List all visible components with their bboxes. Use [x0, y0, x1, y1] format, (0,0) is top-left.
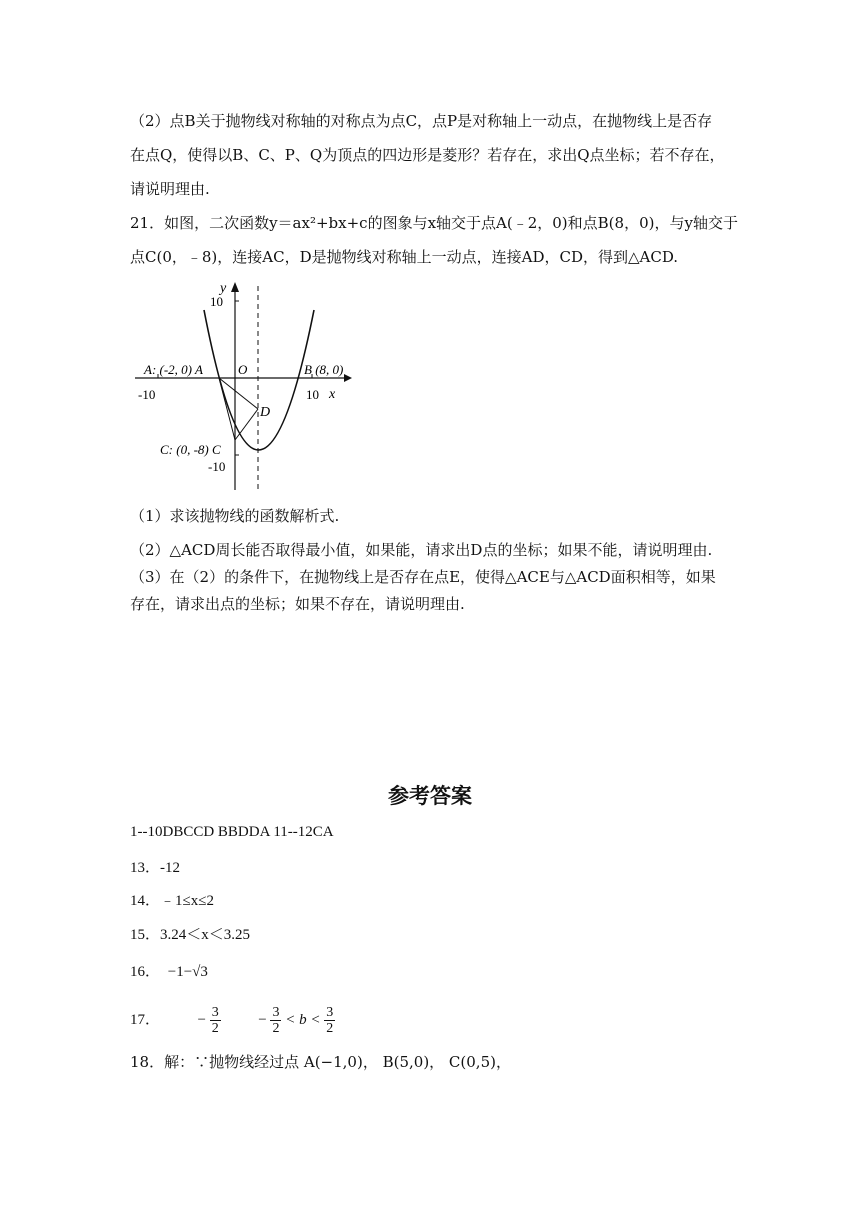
q21-line1: 21．如图，二次函数y＝ax²+bx+c的图象与x轴交于点A(﹣2，0)和点B(8，0)，与y轴交于 — [130, 214, 738, 232]
answer-17-ineq-mid: < b < — [285, 1012, 325, 1028]
x-axis-label: x — [329, 387, 336, 402]
x-left-tick: -10 — [138, 387, 156, 402]
y-top-tick: 10 — [210, 294, 223, 309]
q21-part3-line1: （3）在（2）的条件下，在抛物线上是否存在点E，使得△ACE与△ACD面积相等，如果 — [130, 568, 716, 586]
label-A: A: (-2, 0) A — [144, 362, 203, 377]
label-D: D — [260, 405, 271, 420]
q20-part2-line3: 请说明理由. — [130, 180, 210, 198]
answer-17-fraction-2: $\frac{3}{2}$ — [272, 1005, 280, 1037]
label-B: B (8, 0) — [304, 362, 344, 377]
answer-14: 14．﹣1≤x≤2 — [130, 893, 214, 909]
answer-18: 18．解：∵抛物线经过点 A(−1,0)， B(5,0)， C(0,5)， — [130, 1053, 511, 1071]
answer-17-fraction-3: $\frac{3}{2}$ — [326, 1005, 334, 1037]
answer-16-prefix: 16． — [130, 964, 161, 980]
answer-13: 13．-12 — [130, 860, 180, 876]
parabola-curve — [204, 310, 314, 450]
answer-16-value: −1−√3 — [167, 964, 208, 980]
q21-part3-line2: 存在，请求出点的坐标；如果不存在，请说明理由. — [130, 595, 465, 613]
answer-1-12: 1--10DBCCD BBDDA 11--12CA — [130, 824, 334, 840]
answer-15: 15．3.24＜x＜3.25 — [130, 927, 251, 943]
y-bottom-tick: -10 — [208, 459, 226, 474]
answer-17-ineq-left-sign: − — [258, 1012, 267, 1028]
segment-AC — [219, 378, 235, 440]
x-right-tick: 10 — [306, 387, 319, 402]
label-O: O — [238, 362, 248, 377]
answer-16 — [130, 962, 208, 982]
segment-AD — [219, 378, 258, 409]
y-axis-label: y — [220, 281, 227, 296]
segment-CD — [235, 409, 258, 440]
label-C: C: (0, -8) C — [160, 442, 221, 457]
y-axis-arrow — [231, 282, 239, 292]
answers-title: 参考答案 — [388, 784, 472, 808]
q20-part2-line2: 在点Q，使得以B、C、P、Q为顶点的四边形是菱形？若存在，求出Q点坐标；若不存在， — [130, 146, 725, 164]
answer-17-sign: − — [197, 1012, 206, 1028]
q21-line2: 点C(0，﹣8)，连接AC，D是抛物线对称轴上一动点，连接AD，CD，得到△ACD. — [130, 248, 679, 266]
q20-part2-line1: （2）点B关于抛物线对称轴的对称点为点C，点P是对称轴上一动点，在抛物线上是否存 — [130, 112, 713, 130]
answer-17-prefix: 17． — [130, 1012, 161, 1028]
answer-17 — [130, 1002, 335, 1038]
parabola-figure — [130, 278, 370, 493]
q21-part2: （2）△ACD周长能否取得最小值，如果能，请求出D点的坐标；如果不能，请说明理由. — [130, 541, 713, 559]
answer-17-fraction-1: $\frac{3}{2}$ — [211, 1005, 219, 1037]
x-axis-arrow — [344, 374, 352, 382]
q21-part1: （1）求该抛物线的函数解析式. — [130, 507, 340, 525]
